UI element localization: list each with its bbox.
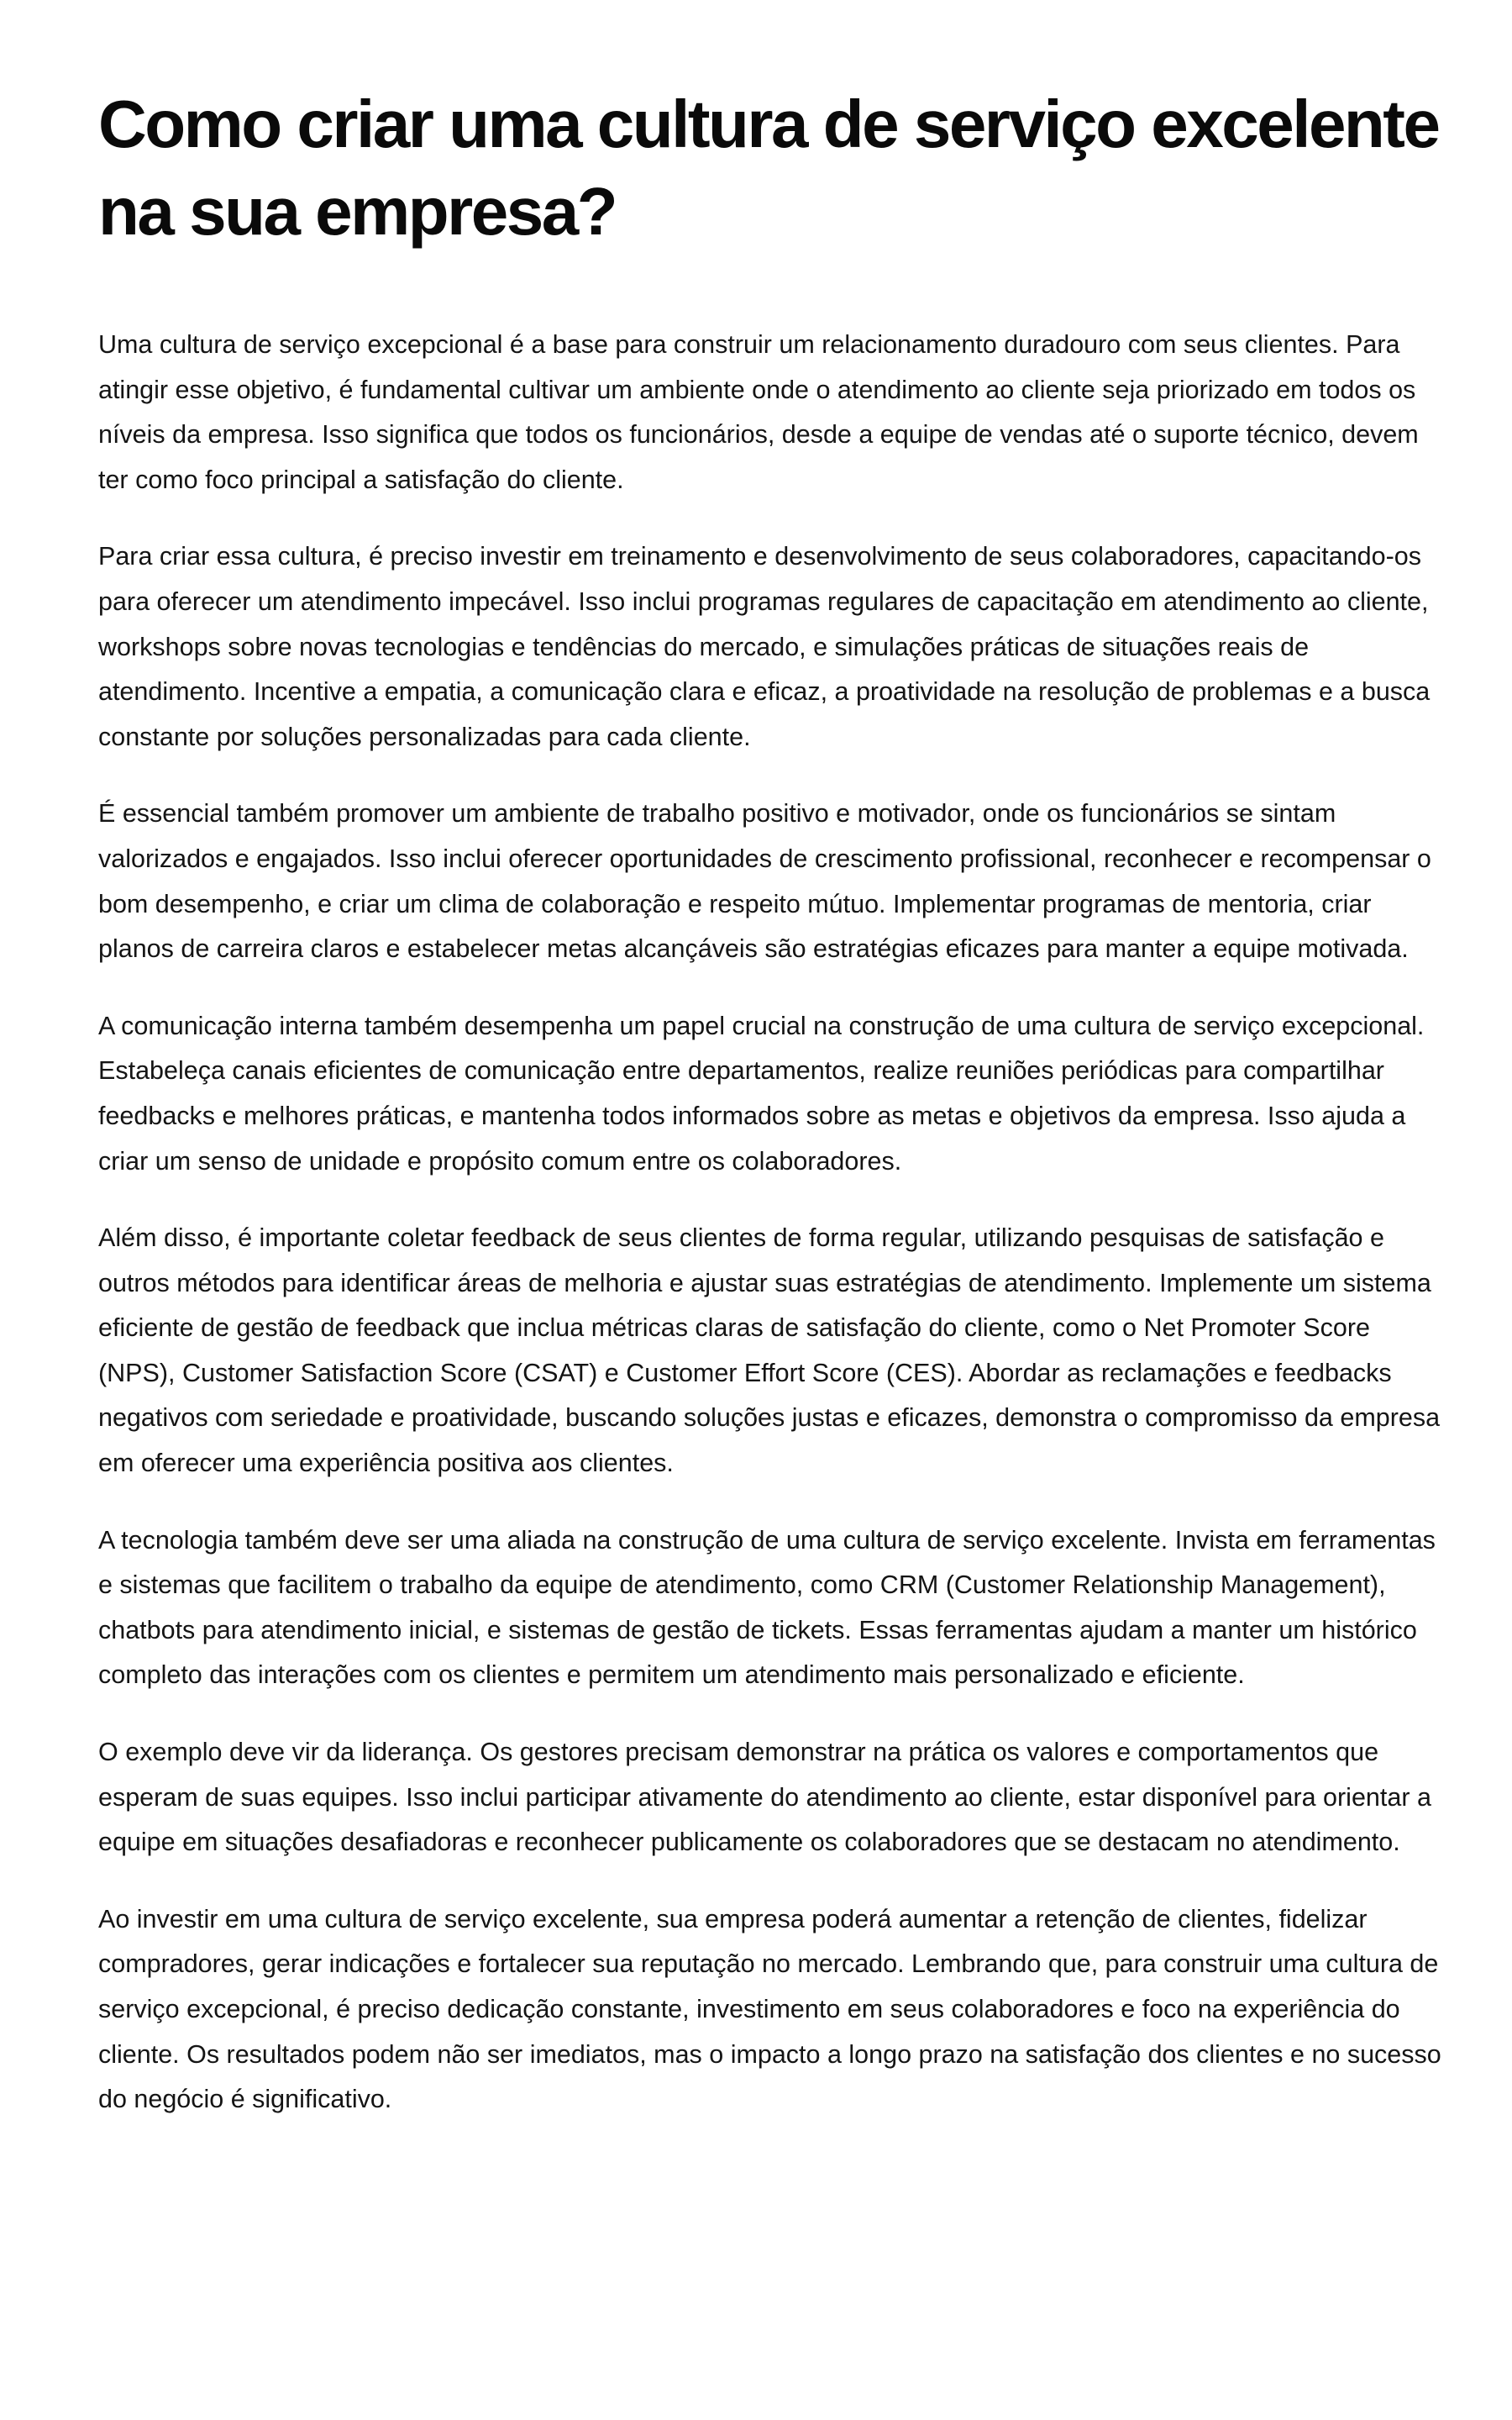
paragraph: Uma cultura de serviço excepcional é a base para construir um relacionamento duradouro com seus clientes. Para atingir esse objetivo, é fundamental cultivar um ambiente onde o atendimento ao cliente seja priorizado em todos os níveis da empresa. Isso significa que todos os funcionários, desde a equipe de vendas até o suporte técnico, devem ter como foco principal a satisfação do cliente. — [98, 330, 1419, 494]
paragraph: O exemplo deve vir da liderança. Os gestores precisam demonstrar na prática os valores e comportamentos que esperam de suas equipes. Isso inclui participar ativamente do atendimento ao cliente, estar disponível para orientar a equipe em situações desafiadoras e reconhecer publicamente os colaboradores que se destacam no atendimento. — [98, 1738, 1431, 1857]
paragraph: É essencial também promover um ambiente de trabalho positivo e motivador, onde os funcionários se sintam valorizados e engajados. Isso inclui oferecer oportunidades de crescimento profissional, reconhecer e recompensar o bom desempenho, e criar um clima de colaboração e respeito mútuo. Implementar programas de mentoria, criar planos de carreira claros e estabelecer metas alcançáveis são estratégias eficazes para manter a equipe motivada. — [98, 799, 1431, 964]
paragraph: Além disso, é importante coletar feedback de seus clientes de forma regular, utilizando pesquisas de satisfação e outros métodos para identificar áreas de melhoria e ajustar suas estratégias de atendimento. Implemente um sistema eficiente de gestão de feedback que inclua métricas claras de satisfação do cliente, como o Net Promoter Score (NPS), Customer Satisfaction Score (CSAT) e Customer Effort Score (CES). Abordar as reclamações e feedbacks negativos com seriedade e proatividade, buscando soluções justas e eficazes, demonstra o compromisso da empresa em oferecer uma experiência positiva aos clientes. — [98, 1223, 1441, 1478]
paragraph: A tecnologia também deve ser uma aliada na construção de uma cultura de serviço excelente. Invista em ferramentas e sistemas que facilitem o trabalho da equipe de atendimento, como CRM (Customer Relationship Management), chatbots para atendimento inicial, e sistemas de gestão de tickets. Essas ferramentas ajudam a manter um histórico completo das interações com os clientes e permitem um atendimento mais personalizado e eficiente. — [98, 1525, 1436, 1690]
paragraph: Para criar essa cultura, é preciso investir em treinamento e desenvolvimento de seus colaboradores, capacitando-os para oferecer um atendimento impecável. Isso inclui programas regulares de capacitação em atendimento ao cliente, workshops sobre novas tecnologias e tendências do mercado, e simulações práticas de situações reais de atendimento. Incentive a empatia, a comunicação clara e eficaz, a proatividade na resolução de problemas e a busca constante por soluções personalizadas para cada cliente. — [98, 542, 1431, 751]
page-title: Como criar uma cultura de serviço excelente na sua empresa? — [98, 87, 1439, 249]
paragraph: A comunicação interna também desempenha um papel crucial na construção de uma cultura de serviço excepcional. Estabeleça canais eficientes de comunicação entre departamentos, realize reuniões periódicas para compartilhar feedbacks e melhores práticas, e mantenha todos informados sobre as metas e objetivos da empresa. Isso ajuda a criar um senso de unidade e propósito comum entre os colaboradores. — [98, 1011, 1425, 1176]
paragraph: Ao investir em uma cultura de serviço excelente, sua empresa poderá aumentar a retenção de clientes, fidelizar compradores, gerar indicações e fortalecer sua reputação no mercado. Lembrando que, para construir uma cultura de serviço excepcional, é preciso dedicação constante, investimento em seus colaboradores e foco na experiência do cliente. Os resultados podem não ser imediatos, mas o impacto a longo prazo na satisfação dos clientes e no sucesso do negócio é significativo. — [98, 1904, 1441, 2114]
article — [98, 81, 1442, 2154]
